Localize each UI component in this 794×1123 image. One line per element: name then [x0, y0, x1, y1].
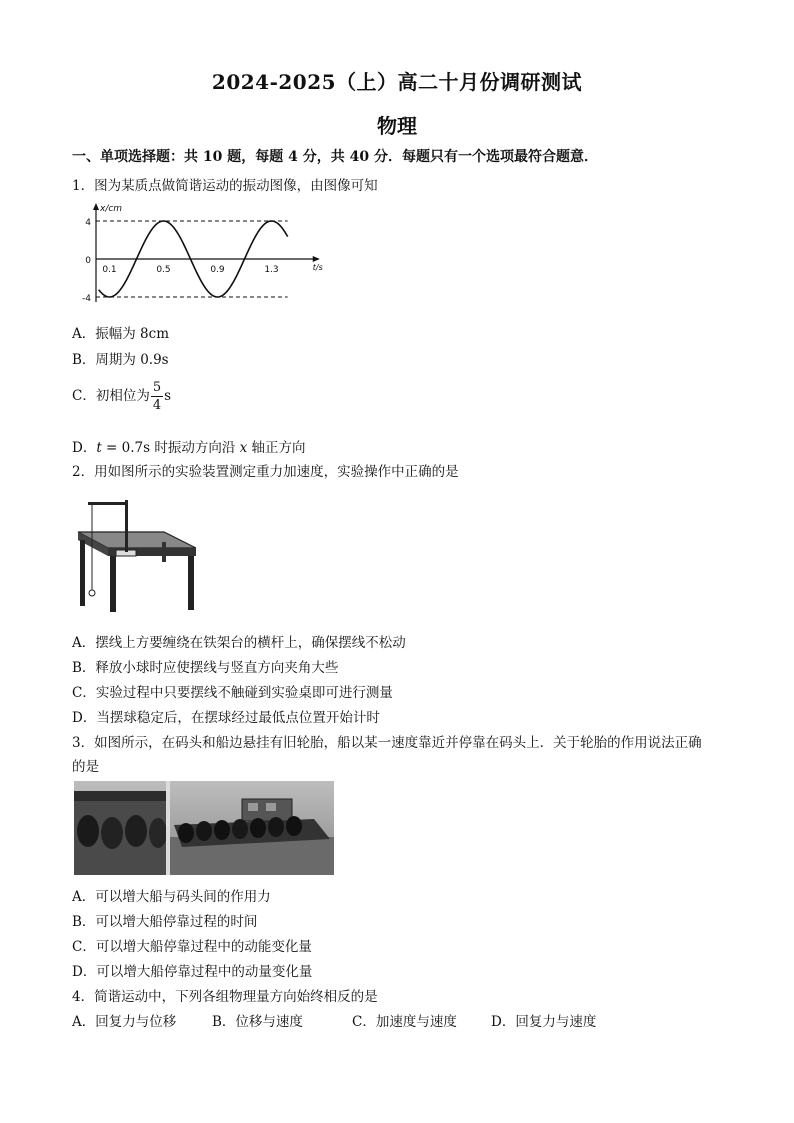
q3-stem-line1: 3．如图所示，在码头和船边悬挂有旧轮胎，船以某一速度靠近并停靠在码头上．关于轮胎的作用说法正确 — [72, 735, 702, 751]
y-tick-label: 0 — [85, 256, 91, 266]
q1-option-a: A．振幅为 8cm — [72, 326, 169, 342]
y-axis-arrow — [93, 203, 99, 210]
x-axis-arrow — [313, 256, 320, 262]
q1-option-b: B．周期为 0.9s — [72, 352, 169, 368]
x-tick-label: 0.5 — [156, 265, 171, 275]
fraction-denominator: 4 — [152, 398, 162, 413]
y-tick-label: -4 — [82, 294, 91, 304]
q3-option-d: D．可以增大船停靠过程中的动量变化量 — [72, 964, 313, 980]
q1-option-d-mid: = 0.7s 时振动方向沿 — [101, 440, 240, 456]
stand-pole — [125, 500, 128, 552]
q4-stem: 4．简谐运动中，下列各组物理量方向始终相反的是 — [72, 989, 378, 1005]
tire — [268, 817, 284, 837]
var-x: x — [239, 440, 248, 456]
q2-stem: 2．用如图所示的实验装置测定重力加速度，实验操作中正确的是 — [72, 464, 459, 480]
tire — [77, 815, 99, 847]
table-leg — [188, 556, 194, 610]
table-leg — [110, 556, 116, 612]
q4-option-d: D．回复力与速度 — [491, 1014, 597, 1030]
y-axis-label: x/cm — [100, 204, 123, 214]
table-leg — [80, 540, 85, 606]
tire — [149, 818, 167, 848]
q1-vibration-graph — [76, 198, 336, 308]
stand-crossbar — [88, 502, 128, 505]
section-heading: 一、单项选择题：共 10 题，每题 4 分，共 40 分．每题只有一个选项最符合题意． — [72, 149, 598, 165]
dock-tires-photo — [74, 781, 334, 875]
q3-stem-line2: 的是 — [72, 759, 99, 775]
fraction-numerator: 5 — [152, 380, 162, 395]
q3-option-c: C．可以增大船停靠过程中的动能变化量 — [72, 939, 312, 955]
fraction — [151, 381, 163, 412]
cabin-window — [266, 803, 276, 811]
tire — [101, 817, 123, 849]
q1-option-c-suffix: s — [164, 388, 172, 404]
tire — [250, 818, 266, 838]
q4-option-a: A．回复力与位移 — [72, 1014, 177, 1030]
q2-option-b: B．释放小球时应使摆线与竖直方向夹角大些 — [72, 660, 339, 676]
pendulum-bob — [89, 590, 95, 596]
table-leg — [162, 542, 166, 562]
subject-title: 物理 — [377, 114, 417, 138]
pendulum-apparatus-figure — [72, 494, 198, 616]
q2-option-d: D．当摆球稳定后，在摆球经过最低点位置开始计时 — [72, 710, 380, 726]
cabin-window — [248, 803, 258, 811]
dock-edge — [74, 791, 166, 801]
q4-option-b: B．位移与速度 — [212, 1014, 303, 1030]
q1-option-d — [72, 436, 306, 456]
tire — [178, 823, 194, 843]
x-axis-label: t/s — [312, 263, 323, 272]
q2-option-c: C．实验过程中只要摆线不触碰到实验桌即可进行测量 — [72, 685, 393, 701]
photo-divider — [166, 781, 170, 875]
q1-option-d-suffix: 轴正方向 — [247, 440, 306, 456]
q2-option-a: A．摆线上方要缠绕在铁架台的横杆上，确保摆线不松动 — [72, 635, 406, 651]
tire — [196, 821, 212, 841]
tire — [125, 815, 147, 847]
q1-option-c-prefix: C．初相位为 — [72, 388, 150, 404]
tire — [286, 816, 302, 836]
tire — [214, 820, 230, 840]
x-tick-label: 0.1 — [102, 265, 117, 275]
q3-option-b: B．可以增大船停靠过程的时间 — [72, 914, 258, 930]
x-tick-label: 1.3 — [264, 265, 279, 275]
q4-option-c: C．加速度与速度 — [352, 1014, 457, 1030]
q1-stem: 1．图为某质点做简谐运动的振动图像，由图像可知 — [72, 178, 378, 194]
q1-option-c — [72, 381, 171, 412]
exam-title: 2024-2025（上）高二十月份调研测试 — [211, 70, 583, 94]
q3-option-a: A．可以增大船与码头间的作用力 — [72, 889, 271, 905]
var-t: t — [96, 440, 102, 456]
y-tick-label: 4 — [85, 218, 91, 228]
tire — [232, 819, 248, 839]
q1-option-d-prefix: D． — [72, 440, 97, 456]
x-tick-label: 0.9 — [210, 265, 225, 275]
